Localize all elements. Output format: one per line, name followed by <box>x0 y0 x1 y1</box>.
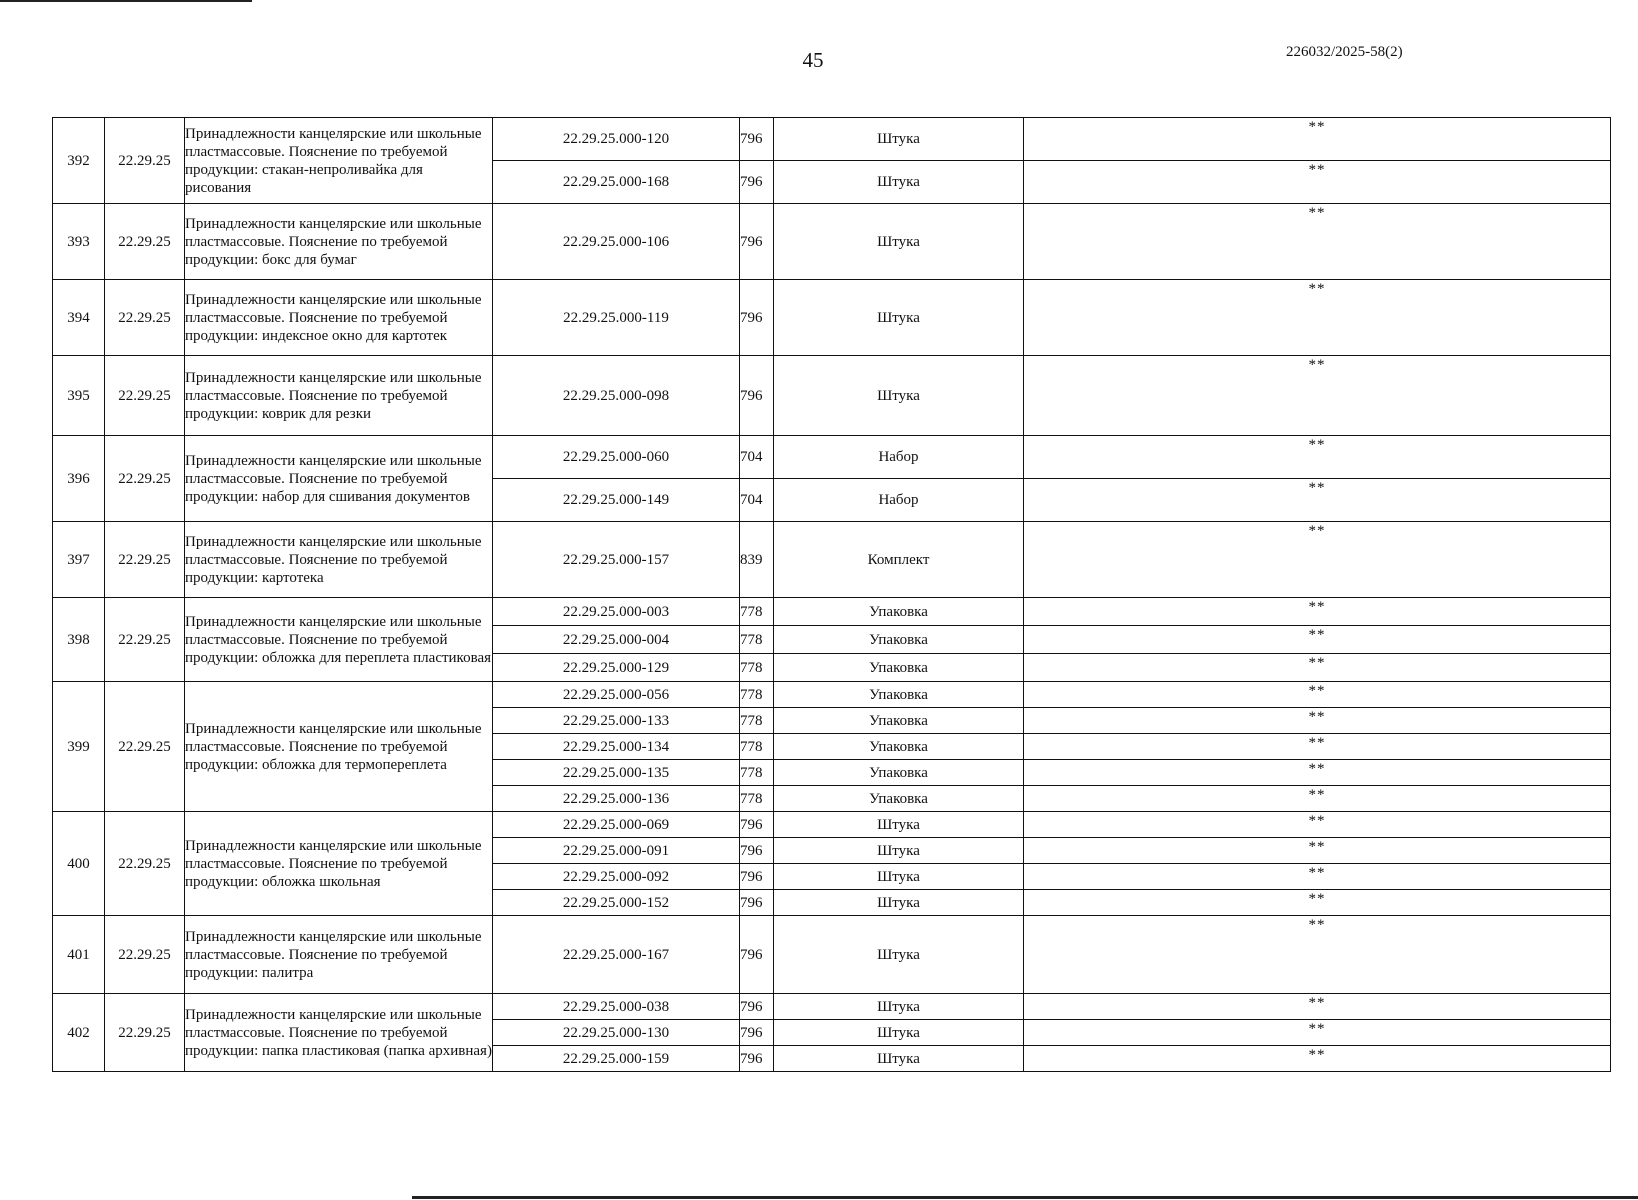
product-description: Принадлежности канцелярские или школьные пластмассовые. Пояснение по требуемой продукции: набор для сшивания документов <box>185 436 493 522</box>
ktru-code: 22.29.25.000-004 <box>493 626 740 654</box>
ktru-code: 22.29.25.000-133 <box>493 708 740 734</box>
ktru-code: 22.29.25.000-092 <box>493 864 740 890</box>
product-description: Принадлежности канцелярские или школьные пластмассовые. Пояснение по требуемой продукции: коврик для резки <box>185 356 493 436</box>
unit-name: Упаковка <box>774 734 1024 760</box>
okei-code: 796 <box>740 838 774 864</box>
okpd2-code: 22.29.25 <box>105 356 185 436</box>
okei-code: 796 <box>740 1046 774 1072</box>
characteristics-note: ** <box>1024 479 1611 522</box>
table-row <box>53 436 1611 479</box>
okpd2-code: 22.29.25 <box>105 522 185 598</box>
unit-name: Штука <box>774 204 1024 280</box>
unit-name: Штука <box>774 890 1024 916</box>
okpd2-code: 22.29.25 <box>105 812 185 916</box>
okpd2-code: 22.29.25 <box>105 118 185 204</box>
unit-name: Упаковка <box>774 760 1024 786</box>
table-row <box>53 682 1611 708</box>
table-row <box>53 598 1611 626</box>
unit-name: Штука <box>774 864 1024 890</box>
characteristics-note: ** <box>1024 280 1611 356</box>
okei-code: 778 <box>740 626 774 654</box>
table-row <box>53 204 1611 280</box>
product-description: Принадлежности канцелярские или школьные пластмассовые. Пояснение по требуемой продукции: палитра <box>185 916 493 994</box>
product-description: Принадлежности канцелярские или школьные пластмассовые. Пояснение по требуемой продукции: стакан-непроливайка для рисования <box>185 118 493 204</box>
characteristics-note: ** <box>1024 1046 1611 1072</box>
characteristics-note: ** <box>1024 812 1611 838</box>
table-row <box>53 356 1611 436</box>
product-description: Принадлежности канцелярские или школьные пластмассовые. Пояснение по требуемой продукции: папка пластиковая (папка архивная) <box>185 994 493 1072</box>
characteristics-note: ** <box>1024 161 1611 204</box>
ktru-code: 22.29.25.000-060 <box>493 436 740 479</box>
characteristics-note: ** <box>1024 916 1611 994</box>
product-description: Принадлежности канцелярские или школьные пластмассовые. Пояснение по требуемой продукции: бокс для бумаг <box>185 204 493 280</box>
row-number: 395 <box>53 356 105 436</box>
okpd2-code: 22.29.25 <box>105 994 185 1072</box>
row-number: 392 <box>53 118 105 204</box>
ktru-code: 22.29.25.000-120 <box>493 118 740 161</box>
row-number: 393 <box>53 204 105 280</box>
okei-code: 796 <box>740 161 774 204</box>
unit-name: Упаковка <box>774 708 1024 734</box>
okei-code: 796 <box>740 204 774 280</box>
ktru-code: 22.29.25.000-134 <box>493 734 740 760</box>
unit-name: Штука <box>774 161 1024 204</box>
characteristics-note: ** <box>1024 708 1611 734</box>
okpd2-code: 22.29.25 <box>105 204 185 280</box>
unit-name: Упаковка <box>774 786 1024 812</box>
row-number: 399 <box>53 682 105 812</box>
okei-code: 704 <box>740 436 774 479</box>
characteristics-note: ** <box>1024 682 1611 708</box>
okei-code: 778 <box>740 598 774 626</box>
top-rule <box>0 0 252 2</box>
unit-name: Штука <box>774 994 1024 1020</box>
characteristics-note: ** <box>1024 994 1611 1020</box>
products-table <box>52 117 1611 1072</box>
product-description: Принадлежности канцелярские или школьные пластмассовые. Пояснение по требуемой продукции: обложка школьная <box>185 812 493 916</box>
unit-name: Штука <box>774 1020 1024 1046</box>
unit-name: Штука <box>774 280 1024 356</box>
ktru-code: 22.29.25.000-091 <box>493 838 740 864</box>
characteristics-note: ** <box>1024 356 1611 436</box>
okei-code: 796 <box>740 890 774 916</box>
ktru-code: 22.29.25.000-149 <box>493 479 740 522</box>
characteristics-note: ** <box>1024 864 1611 890</box>
characteristics-note: ** <box>1024 598 1611 626</box>
okei-code: 796 <box>740 916 774 994</box>
ktru-code: 22.29.25.000-157 <box>493 522 740 598</box>
okpd2-code: 22.29.25 <box>105 598 185 682</box>
okei-code: 796 <box>740 994 774 1020</box>
okei-code: 704 <box>740 479 774 522</box>
ktru-code: 22.29.25.000-003 <box>493 598 740 626</box>
okei-code: 839 <box>740 522 774 598</box>
okei-code: 778 <box>740 786 774 812</box>
ktru-code: 22.29.25.000-056 <box>493 682 740 708</box>
characteristics-note: ** <box>1024 118 1611 161</box>
ktru-code: 22.29.25.000-130 <box>493 1020 740 1046</box>
unit-name: Комплект <box>774 522 1024 598</box>
table-row <box>53 994 1611 1020</box>
ktru-code: 22.29.25.000-152 <box>493 890 740 916</box>
unit-name: Штука <box>774 1046 1024 1072</box>
characteristics-note: ** <box>1024 626 1611 654</box>
characteristics-note: ** <box>1024 838 1611 864</box>
unit-name: Упаковка <box>774 626 1024 654</box>
unit-name: Упаковка <box>774 682 1024 708</box>
okei-code: 796 <box>740 812 774 838</box>
ktru-code: 22.29.25.000-069 <box>493 812 740 838</box>
okei-code: 778 <box>740 708 774 734</box>
characteristics-note: ** <box>1024 204 1611 280</box>
unit-name: Набор <box>774 479 1024 522</box>
characteristics-note: ** <box>1024 522 1611 598</box>
ktru-code: 22.29.25.000-129 <box>493 654 740 682</box>
unit-name: Штука <box>774 356 1024 436</box>
row-number: 396 <box>53 436 105 522</box>
okei-code: 778 <box>740 734 774 760</box>
characteristics-note: ** <box>1024 436 1611 479</box>
table-row <box>53 916 1611 994</box>
product-description: Принадлежности канцелярские или школьные пластмассовые. Пояснение по требуемой продукции: обложка для переплета пластиковая <box>185 598 493 682</box>
ktru-code: 22.29.25.000-119 <box>493 280 740 356</box>
okei-code: 796 <box>740 118 774 161</box>
row-number: 397 <box>53 522 105 598</box>
okei-code: 796 <box>740 356 774 436</box>
product-description: Принадлежности канцелярские или школьные пластмассовые. Пояснение по требуемой продукции: обложка для термопереплета <box>185 682 493 812</box>
page-number: 45 <box>802 48 824 72</box>
okei-code: 796 <box>740 1020 774 1046</box>
products-table-body <box>53 118 1611 1072</box>
characteristics-note: ** <box>1024 1020 1611 1046</box>
ktru-code: 22.29.25.000-159 <box>493 1046 740 1072</box>
row-number: 398 <box>53 598 105 682</box>
characteristics-note: ** <box>1024 890 1611 916</box>
ktru-code: 22.29.25.000-167 <box>493 916 740 994</box>
okpd2-code: 22.29.25 <box>105 280 185 356</box>
unit-name: Упаковка <box>774 598 1024 626</box>
ktru-code: 22.29.25.000-136 <box>493 786 740 812</box>
ktru-code: 22.29.25.000-168 <box>493 161 740 204</box>
unit-name: Штука <box>774 812 1024 838</box>
okei-code: 778 <box>740 760 774 786</box>
product-description: Принадлежности канцелярские или школьные пластмассовые. Пояснение по требуемой продукции: индексное окно для картотек <box>185 280 493 356</box>
okpd2-code: 22.29.25 <box>105 682 185 812</box>
row-number: 401 <box>53 916 105 994</box>
document-id: 226032/2025-58(2) <box>1286 44 1403 60</box>
characteristics-note: ** <box>1024 654 1611 682</box>
characteristics-note: ** <box>1024 760 1611 786</box>
ktru-code: 22.29.25.000-098 <box>493 356 740 436</box>
ktru-code: 22.29.25.000-135 <box>493 760 740 786</box>
table-row <box>53 118 1611 161</box>
characteristics-note: ** <box>1024 786 1611 812</box>
unit-name: Набор <box>774 436 1024 479</box>
okei-code: 778 <box>740 682 774 708</box>
table-row <box>53 522 1611 598</box>
okei-code: 778 <box>740 654 774 682</box>
table-row <box>53 280 1611 356</box>
unit-name: Штука <box>774 916 1024 994</box>
unit-name: Штука <box>774 118 1024 161</box>
row-number: 394 <box>53 280 105 356</box>
row-number: 400 <box>53 812 105 916</box>
okpd2-code: 22.29.25 <box>105 436 185 522</box>
ktru-code: 22.29.25.000-106 <box>493 204 740 280</box>
unit-name: Штука <box>774 838 1024 864</box>
characteristics-note: ** <box>1024 734 1611 760</box>
okei-code: 796 <box>740 280 774 356</box>
okei-code: 796 <box>740 864 774 890</box>
bottom-rule <box>412 1196 1638 1199</box>
okpd2-code: 22.29.25 <box>105 916 185 994</box>
ktru-code: 22.29.25.000-038 <box>493 994 740 1020</box>
product-description: Принадлежности канцелярские или школьные пластмассовые. Пояснение по требуемой продукции: картотека <box>185 522 493 598</box>
table-row <box>53 812 1611 838</box>
row-number: 402 <box>53 994 105 1072</box>
unit-name: Упаковка <box>774 654 1024 682</box>
